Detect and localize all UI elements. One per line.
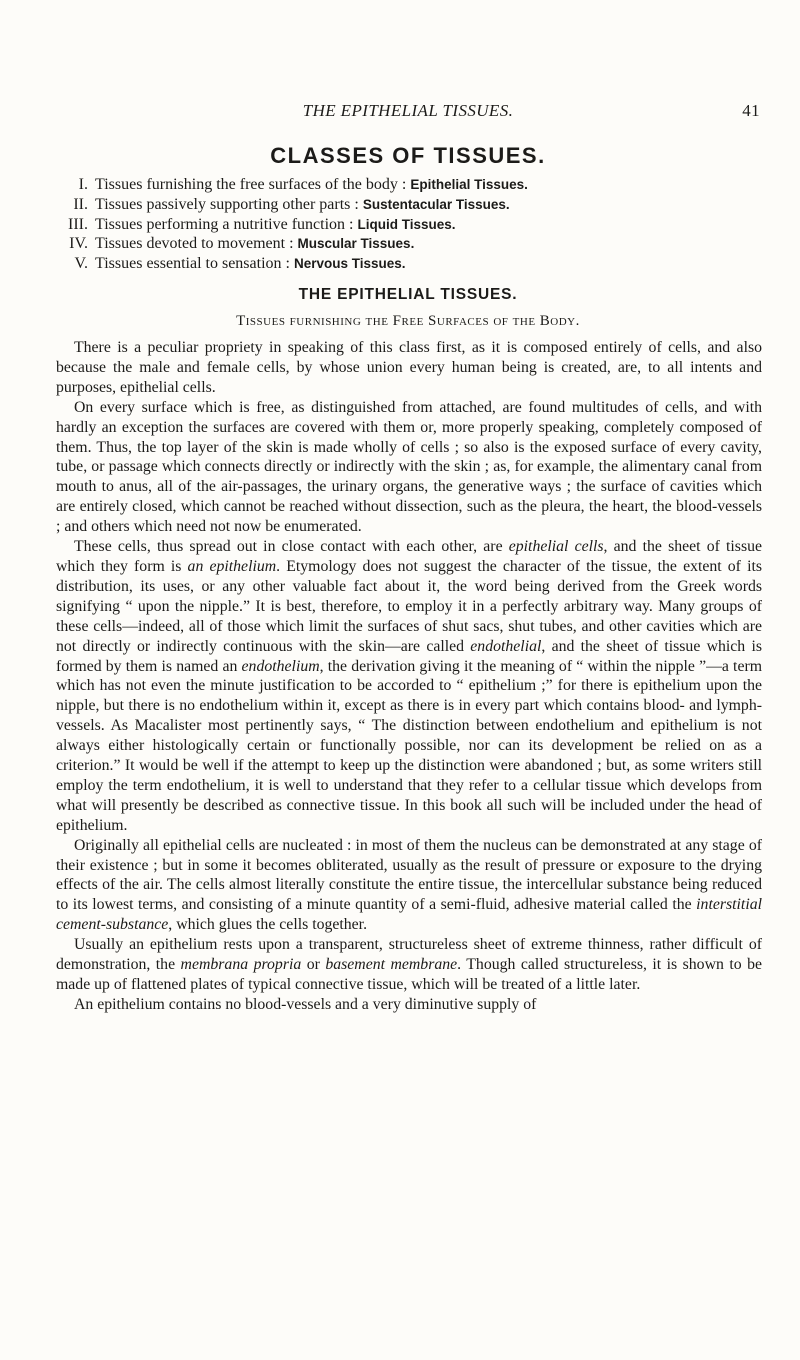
class-numeral: III. — [68, 215, 88, 233]
body-paragraph — [56, 398, 762, 537]
text-run: , the derivation giving it the meaning of “ within the nipple ”—a term which has not even the minute justification to be accorded to “ epithelium ;” for there is epithelium upon the nipple, but there is no endothelium within it, except as there is in every part which contains blood- and lymph-vessels. As Macalister most pertinently says, “ The distinction between endothelium and epithelium is not always either histologically certain or functionally possible, nor can its development be relied on as a criterion.” It would be well if the attempt to keep up the distinction were abandoned ; but, as some writers still employ the term endothelium, it is well to understand that they refer to a cellular tissue which develops from what will presently be described as connective tissue. In this book all such will be included under the head of epithelium. — [56, 657, 762, 834]
class-item — [56, 195, 776, 215]
section-subtitle: Tissues furnishing the Free Surfaces of the Body. — [236, 313, 580, 329]
running-head-title: THE EPITHELIAL TISSUES. — [302, 101, 514, 120]
class-description: Tissues performing a nutritive function : — [95, 215, 358, 233]
text-run: , which glues the cells together. — [168, 916, 368, 934]
italic-term: epithelial cells — [508, 538, 604, 556]
italic-term: basement membrane — [325, 956, 458, 974]
text-run: On every surface which is free, as distinguished from attached, are found multitudes of cells, and with hardly an exception the surfaces are covered with them or, more properly speaking, completely composed of them. Thus, the top layer of the skin is made wholly of cells ; so also is the exposed surface of every cavity, tube, or passage which connects directly or indirectly with the skin ; as, for example, the alimentary canal from mouth to anus, all of the air-passages, the urinary organs, the generative ways ; the surface of cavities which are entirely closed, which cannot be reached without dissection, such as the pleura, the heart, the blood-vessels ; and others which need not now be enumerated. — [56, 398, 762, 536]
italic-term: membrana propria — [180, 956, 302, 974]
class-item — [56, 175, 776, 195]
class-item — [56, 215, 776, 235]
text-run: There is a peculiar propriety in speaking of this class first, as it is composed entirely of cells, and also because the male and female cells, by whose union every human being is created, are, to all intents and purposes, epithelial cells. — [56, 339, 762, 396]
text-run: , and the sheet of tissue which they form is — [56, 538, 763, 575]
class-numeral: IV. — [69, 235, 88, 253]
class-item — [56, 234, 776, 254]
class-description: Tissues furnishing the free surfaces of the body : — [95, 176, 411, 193]
text-run: An epithelium contains no blood-vessels and a very diminutive supply of — [74, 995, 537, 1013]
page-number: 41 — [742, 101, 760, 120]
section-title: THE EPITHELIAL TISSUES. — [298, 286, 518, 303]
body-paragraph — [56, 537, 762, 836]
text-run: These cells, thus spread out in close contact with each other, are — [74, 538, 509, 556]
class-description: Tissues passively supporting other parts : — [95, 195, 363, 213]
class-numeral: V. — [74, 255, 88, 273]
class-item — [56, 254, 776, 274]
text-run: . Though called structureless, it is shown to be made up of flattened plates of typical connective tissue, which will be treated of a little later. — [56, 956, 762, 993]
class-tissue-name: Nervous Tissues. — [293, 256, 406, 272]
body-text — [56, 338, 762, 1015]
body-paragraph — [56, 836, 762, 936]
class-description: Tissues devoted to movement : — [95, 235, 298, 253]
text-run: Usually an epithelium rests upon a transparent, structureless sheet of extreme thinness, rather difficult of demonstration, the — [56, 936, 762, 974]
class-numeral: I. — [78, 176, 88, 193]
running-head — [56, 101, 760, 125]
italic-term: an epithelium — [187, 557, 277, 575]
class-tissue-name: Sustentacular Tissues. — [362, 196, 510, 212]
classes-heading: CLASSES OF TISSUES. — [270, 143, 546, 168]
text-run: . Etymology does not suggest the character of the tissue, the extent of its distribution, its uses, or any other valuable fact about it, the word being derived from the Greek words signifying “ upon the nipple.” It is best, therefore, to employ it in a perfectly arbitrary way. Many groups of these cells—indeed, all of those which limit the surfaces of shut sacs, shut tubes, and other cavities which are not directly or indirectly continuous with the skin—are called — [56, 557, 762, 655]
body-paragraph — [56, 935, 762, 995]
italic-term: endothelial — [470, 637, 542, 655]
class-numeral: II. — [73, 195, 88, 213]
class-tissue-name: Epithelial Tissues. — [410, 177, 528, 192]
class-tissue-name: Muscular Tissues. — [297, 236, 415, 252]
class-description: Tissues essential to sensation : — [95, 255, 294, 273]
class-tissue-name: Liquid Tissues. — [357, 216, 456, 232]
body-paragraph — [56, 338, 762, 398]
text-run: Originally all epithelial cells are nucleated : in most of them the nucleus can be demonstrated at any stage of their existence ; but in some it becomes obliterated, usually as the result of pressure or exposure to the drying effects of the air. The cells almost literally constitute the entire tissue, the intercellular substance being reduced to its lowest terms, and consisting of a minute quantity of a semi-fluid, adhesive material called the — [56, 836, 762, 914]
text-run: , and the sheet of tissue which is formed by them is named an — [56, 637, 762, 675]
classes-list — [56, 175, 776, 274]
body-paragraph — [56, 995, 762, 1015]
italic-term: endothelium — [241, 657, 320, 675]
text-run: or — [301, 956, 326, 974]
italic-term: interstitial cement-substance — [56, 896, 762, 934]
